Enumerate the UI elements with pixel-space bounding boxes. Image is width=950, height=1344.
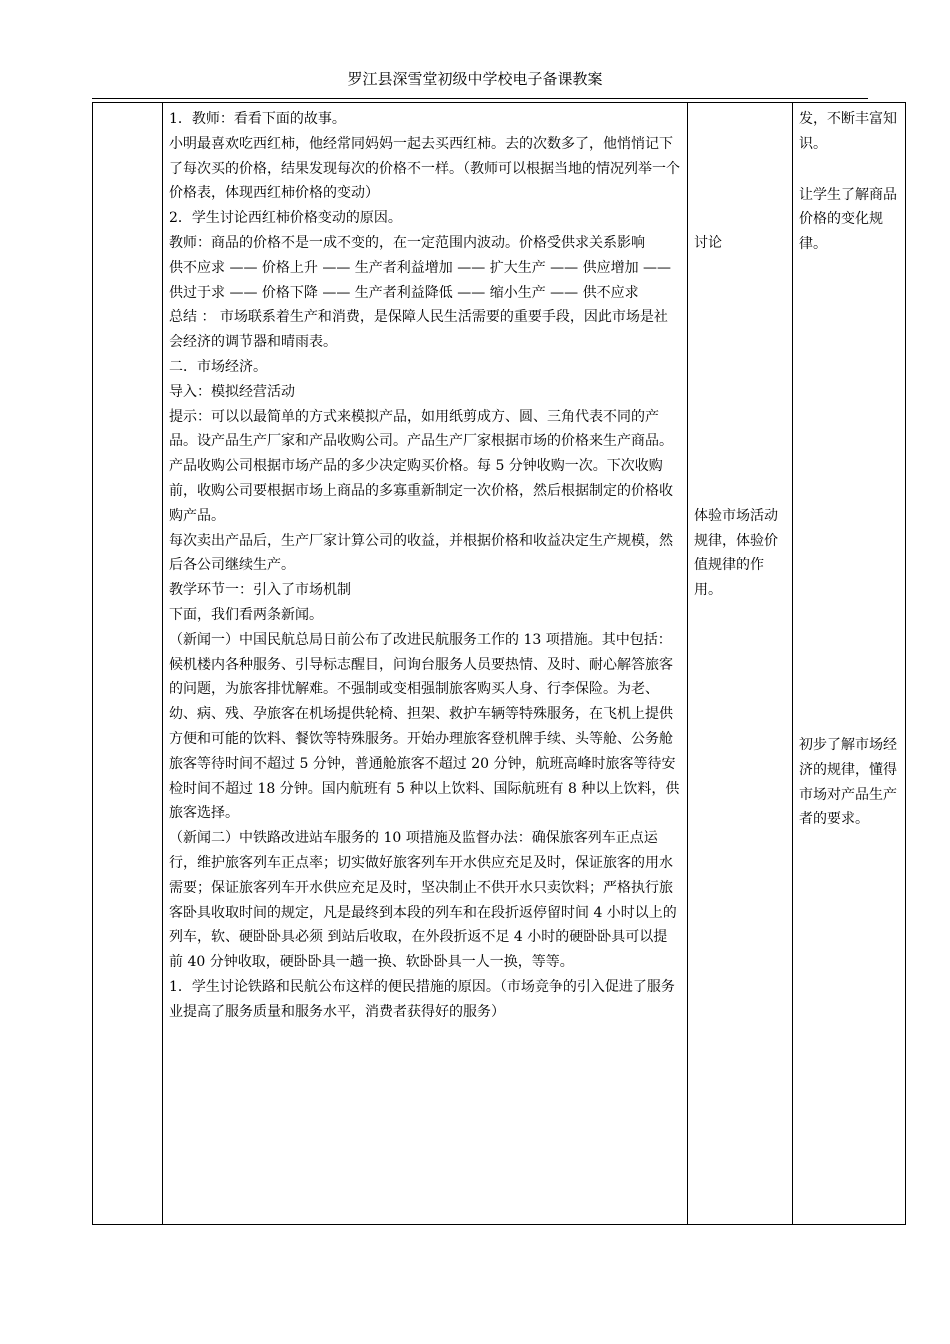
content-paragraph: 2．学生讨论西红柿价格变动的原因。 [169,210,402,227]
header-rule [92,98,868,99]
design-intent-cell [793,103,906,1225]
method-discussion: 讨论 [694,235,722,251]
method-experience: 体验市场活动规律，体验价值规律的作用。 [694,507,778,599]
teaching-method-cell [688,103,793,1225]
section-heading: 二．市场经济。 [169,358,267,375]
content-paragraph: 1．学生讨论铁路和民航公布这样的便民措施的原因。（市场竞争的引入促进了服务业提高了服务质量和服务水平，消费者获得好的服务） [169,978,675,1020]
news-item-2: （新闻二）中铁路改进站车服务的 10 项措施及监督办法：确保旅客列车正点运行，维护旅客列车正点率；切实做好旅客列车开水供应充足及时，保证旅客的用水需要；保证旅客列车开水供应充足及时，坚决制止不供开水只卖饮料；严格执行旅客卧具收取时间的规定，凡是最终到本段的列车和在段折返停留时间 4 小时以上的列车，软、硬卧卧具必须 到站后收取，在外段折返不足 4 小时的硬卧卧具可以提前 40 分钟收取，硬卧卧具一趟一换、软卧卧具一人一换，等等。 [169,830,677,971]
blank-cell [93,103,163,1225]
aim-text: 初步了解市场经济的规律，懂得市场对产品生产者的要求。 [799,736,897,828]
content-paragraph: 总结 ： 市场联系着生产和消费，是保障人民生活需要的重要手段，因此市场是社会经济的调节器和晴雨表。 [169,309,668,351]
table-row [93,103,906,1225]
content-paragraph: 教学环节一：引入了市场机制 [169,582,351,599]
teaching-content-cell [163,103,688,1225]
supply-demand-chain: 供不应求 —— 价格上升 —— 生产者利益增加 —— 扩大生产 —— 供应增加 —— 供过于求 —— 价格下降 —— 生产者利益降低 —— 缩小生产 —— 供不应求 [169,259,672,301]
news-item-1: （新闻一）中国民航总局日前公布了改进民航服务工作的 13 项措施。其中包括：候机楼内各种服务、引导标志醒目，问询台服务人员要热情、及时、耐心解答旅客的问题，为旅客排忧解难。不强制或变相强制旅客购买人身、行李保险。为老、幼、病、残、孕旅客在机场提供轮椅、担架、救护车辆等特殊服务，在飞机上提供方便和可能的饮料、餐饮等特殊服务。开始办理旅客登机牌手续、头等舱、公务舱旅客等待时间不超过 5 分钟，普通舱旅客不超过 20 分钟，航班高峰时旅客等待安检时间不超过 18 分钟。国内航班有 5 种以上饮料、国际航班有 8 种以上饮料，供旅客选择。 [169,631,680,822]
content-paragraph: 提示：可以以最简单的方式来模拟产品，如用纸剪成方、圆、三角代表不同的产品。设产品生产厂家和产品收购公司。产品生产厂家根据市场的价格来生产商品。 [169,408,673,450]
content-paragraph: 教师：商品的价格不是一成不变的，在一定范围内波动。价格受供求关系影响 [169,234,645,251]
content-paragraph: 小明最喜欢吃西红柿，他经常同妈妈一起去买西红柿。去的次数多了，他悄悄记下了每次买的价格，结果发现每次的价格不一样。（教师可以根据当地的情况列举一个价格表，体现西红柿价格的变动） [169,135,680,202]
content-paragraph: 导入：模拟经营活动 [169,383,295,400]
content-paragraph: 下面，我们看两条新闻。 [169,606,323,623]
content-paragraph: 产品收购公司根据市场产品的多少决定购买价格。每 5 分钟收购一次。下次收购前，收购公司要根据市场上商品的多寡重新制定一次价格，然后根据制定的价格收购产品。 [169,458,673,524]
content-paragraph: 1．教师：看看下面的故事。 [169,111,346,127]
content-paragraph: 每次卖出产品后，生产厂家计算公司的收益，并根据价格和收益决定生产规模，然后各公司继续生产。 [169,532,673,574]
aim-text: 发，不断丰富知识。 [799,111,897,152]
page-header: 罗江县深雪堂初级中学校电子备课教案 [347,70,603,88]
lesson-plan-table [92,102,906,1225]
aim-text: 让学生了解商品价格的变化规律。 [799,186,897,253]
